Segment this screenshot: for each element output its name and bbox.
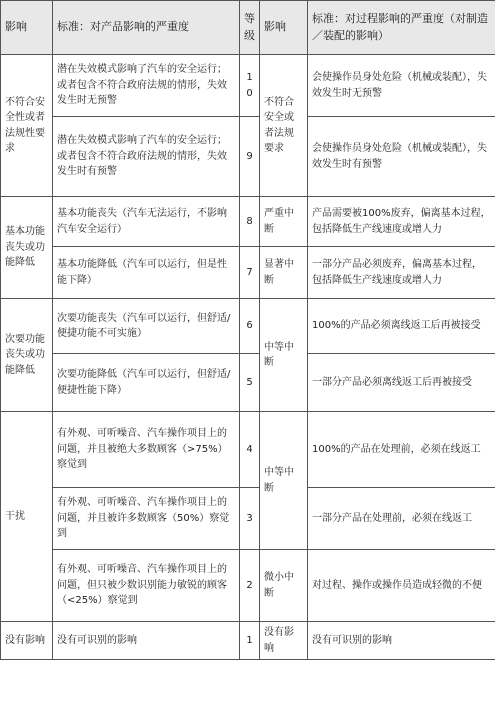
grade-cell: 7 bbox=[240, 247, 260, 299]
table-row bbox=[1, 354, 495, 412]
table-row bbox=[1, 488, 495, 550]
grade-cell: 3 bbox=[240, 488, 260, 550]
product-severity-cell: 基本功能丧失（汽车无法运行，不影响汽车安全运行） bbox=[53, 197, 240, 247]
process-severity-cell: 一部分产品必须废弃，偏离基本过程，包括降低生产线速度或增人力 bbox=[308, 247, 495, 299]
table-row bbox=[1, 550, 495, 622]
process-impact-cell: 中等中断 bbox=[260, 299, 308, 412]
product-severity-cell: 潜在失效模式影响了汽车的安全运行；或者包含不符合政府法规的情形，失效发生时无预警 bbox=[53, 55, 240, 117]
product-severity-cell: 没有可识别的影响 bbox=[53, 622, 240, 660]
product-severity-cell: 次要功能降低（汽车可以运行，但舒适/便捷性能下降） bbox=[53, 354, 240, 412]
header-product-standard: 标准：对产品影响的严重度 bbox=[53, 1, 240, 55]
header-impact-process: 影响 bbox=[260, 1, 308, 55]
impact-cell: 干扰 bbox=[1, 412, 53, 622]
process-impact-cell: 严重中断 bbox=[260, 197, 308, 247]
process-severity-cell: 会使操作员身处危险（机械或装配），失效发生时有预警 bbox=[308, 117, 495, 197]
header-impact: 影响 bbox=[1, 1, 53, 55]
grade-cell: 8 bbox=[240, 197, 260, 247]
product-severity-cell: 有外观、可听噪音、汽车操作项目上的问题，但只被少数识别能力敏锐的顾客（<25%）察觉到 bbox=[53, 550, 240, 622]
impact-cell: 基本功能丧失或功能降低 bbox=[1, 197, 53, 299]
table-row bbox=[1, 197, 495, 247]
process-impact-cell: 微小中断 bbox=[260, 550, 308, 622]
product-severity-cell: 有外观、可听噪音、汽车操作项目上的问题，并且被绝大多数顾客（>75%）察觉到 bbox=[53, 412, 240, 488]
process-impact-cell: 显著中断 bbox=[260, 247, 308, 299]
process-severity-cell: 会使操作员身处危险（机械或装配），失效发生时无预警 bbox=[308, 55, 495, 117]
process-severity-cell: 一部分产品在处理前，必须在线返工 bbox=[308, 488, 495, 550]
table-row bbox=[1, 299, 495, 354]
table-row bbox=[1, 412, 495, 488]
grade-cell: 4 bbox=[240, 412, 260, 488]
grade-cell: 10 bbox=[240, 55, 260, 117]
table-row bbox=[1, 117, 495, 197]
product-severity-cell: 次要功能丧失（汽车可以运行，但舒适/便捷功能不可实施） bbox=[53, 299, 240, 354]
grade-cell: 2 bbox=[240, 550, 260, 622]
process-severity-cell: 没有可识别的影响 bbox=[308, 622, 495, 660]
process-severity-cell: 100%的产品必须离线返工后再被接受 bbox=[308, 299, 495, 354]
process-severity-cell: 一部分产品必须离线返工后再被接受 bbox=[308, 354, 495, 412]
product-severity-cell: 有外观、可听噪音、汽车操作项目上的问题，并且被许多数顾客（50%）察觉到 bbox=[53, 488, 240, 550]
impact-cell: 次要功能丧失或功能降低 bbox=[1, 299, 53, 412]
process-impact-cell: 不符合安全或者法规要求 bbox=[260, 55, 308, 197]
header-process-standard: 标准：对过程影响的严重度（对制造／装配的影响） bbox=[308, 1, 495, 55]
process-impact-cell: 中等中断 bbox=[260, 412, 308, 550]
grade-cell: 9 bbox=[240, 117, 260, 197]
grade-cell: 1 bbox=[240, 622, 260, 660]
impact-cell: 不符合安全性或者法规性要求 bbox=[1, 55, 53, 197]
table-row bbox=[1, 55, 495, 117]
process-severity-cell: 100%的产品在处理前，必须在线返工 bbox=[308, 412, 495, 488]
header-grade: 等级 bbox=[240, 1, 260, 55]
grade-cell: 5 bbox=[240, 354, 260, 412]
process-severity-cell: 产品需要被100%废弃，偏离基本过程，包括降低生产线速度或增人力 bbox=[308, 197, 495, 247]
table-row bbox=[1, 247, 495, 299]
grade-cell: 6 bbox=[240, 299, 260, 354]
product-severity-cell: 潜在失效模式影响了汽车的安全运行；或者包含不符合政府法规的情形，失效发生时有预警 bbox=[53, 117, 240, 197]
header-row bbox=[1, 1, 495, 55]
table-row bbox=[1, 622, 495, 660]
process-severity-cell: 对过程、操作或操作员造成轻微的不便 bbox=[308, 550, 495, 622]
process-impact-cell: 没有影响 bbox=[260, 622, 308, 660]
product-severity-cell: 基本功能降低（汽车可以运行，但是性能下降） bbox=[53, 247, 240, 299]
impact-cell: 没有影响 bbox=[1, 622, 53, 660]
